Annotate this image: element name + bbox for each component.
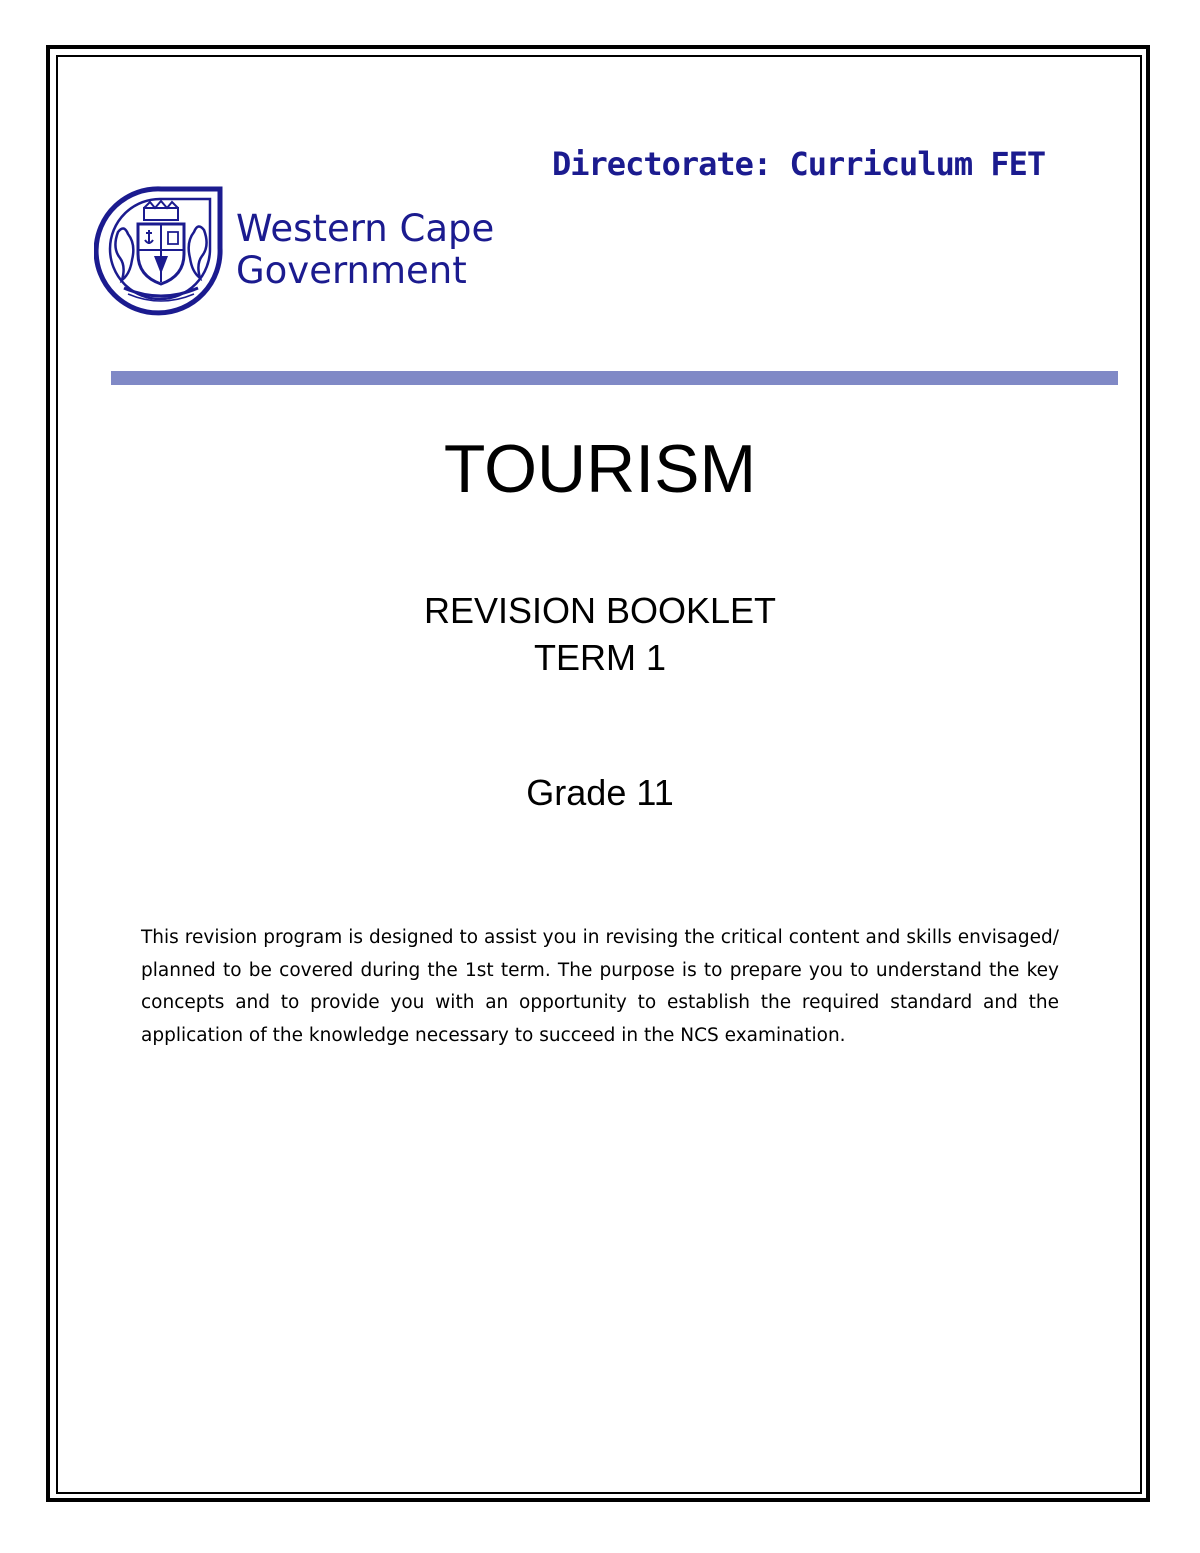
organization-name-line-2: Government xyxy=(236,249,467,292)
organization-name xyxy=(236,208,494,292)
organization-name-line-1: Western Cape xyxy=(236,207,495,250)
coat-of-arms-icon xyxy=(94,184,228,316)
subject-title: TOURISM xyxy=(443,431,757,507)
directorate-heading: Directorate: Curriculum FET xyxy=(552,145,1046,183)
booklet-subtitle xyxy=(0,587,1200,681)
booklet-term: TERM 1 xyxy=(533,637,666,678)
grade-label: Grade 11 xyxy=(526,772,674,813)
header-divider xyxy=(111,371,1118,385)
description-paragraph: This revision program is designed to assist you in revising the critical content and skills envisaged/ planned to be covered during the 1st term. The purpose is to prepare you to understand the key concepts and to provide you with an opportunity to establish the required standard and the application of the knowledge necessary to succeed in the NCS examination. xyxy=(141,927,1059,1046)
booklet-type: REVISION BOOKLET xyxy=(423,590,777,631)
